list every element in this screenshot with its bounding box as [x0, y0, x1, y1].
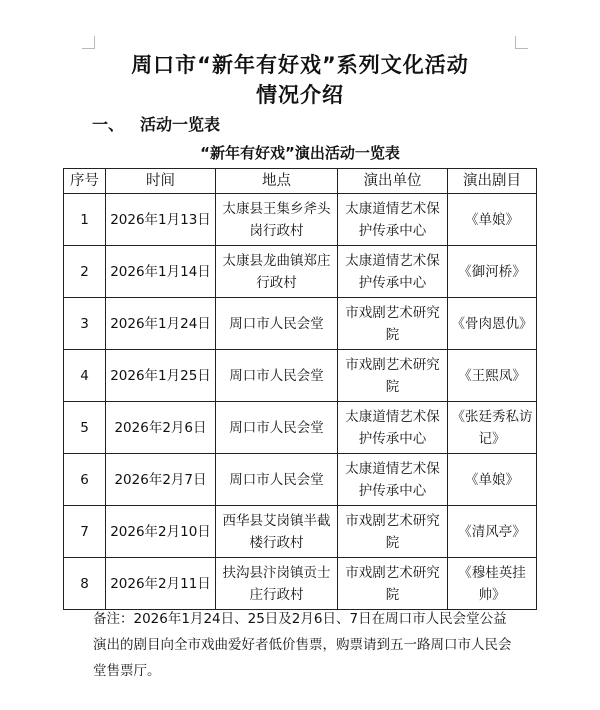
cell-date: 2026年2月6日 — [106, 402, 216, 454]
cell-date: 2026年1月24日 — [106, 298, 216, 350]
table-header-row — [64, 169, 537, 194]
cell-play: 《清风亭》 — [448, 506, 537, 558]
cell-place: 周口市人民会堂 — [216, 454, 338, 506]
table-row — [64, 558, 537, 610]
cell-play: 《御河桥》 — [448, 246, 537, 298]
document-title — [0, 50, 600, 110]
title-line-2: 情况介绍 — [256, 83, 344, 107]
page-corner-mark-right — [515, 36, 528, 49]
cell-no: 8 — [64, 558, 106, 610]
cell-place: 太康县王集乡斧头岗行政村 — [216, 194, 338, 246]
page-corner-mark-left — [82, 36, 95, 49]
cell-place: 太康县龙曲镇郑庄行政村 — [216, 246, 338, 298]
cell-play: 《单娘》 — [448, 454, 537, 506]
cell-no: 4 — [64, 350, 106, 402]
section-title: 活动一览表 — [140, 115, 221, 134]
header-cell-troupe: 演出单位 — [338, 169, 448, 194]
cell-no: 3 — [64, 298, 106, 350]
cell-play: 《王熙凤》 — [448, 350, 537, 402]
table-row — [64, 402, 537, 454]
cell-play: 《张廷秀私访记》 — [448, 402, 537, 454]
cell-date: 2026年1月14日 — [106, 246, 216, 298]
cell-date: 2026年1月13日 — [106, 194, 216, 246]
cell-play: 《穆桂英挂帅》 — [448, 558, 537, 610]
header-cell-no: 序号 — [64, 169, 106, 194]
section-heading — [92, 114, 220, 136]
cell-no: 7 — [64, 506, 106, 558]
cell-no: 1 — [64, 194, 106, 246]
cell-place: 西华县艾岗镇半截楼行政村 — [216, 506, 338, 558]
cell-place: 周口市人民会堂 — [216, 350, 338, 402]
cell-no: 6 — [64, 454, 106, 506]
cell-date: 2026年2月7日 — [106, 454, 216, 506]
cell-troupe: 市戏剧艺术研究院 — [338, 558, 448, 610]
header-cell-place: 地点 — [216, 169, 338, 194]
table-row — [64, 246, 537, 298]
cell-place: 周口市人民会堂 — [216, 402, 338, 454]
table-row — [64, 350, 537, 402]
header-cell-date: 时间 — [106, 169, 216, 194]
performance-schedule-table — [63, 168, 537, 610]
cell-troupe: 太康道情艺术保护传承中心 — [338, 454, 448, 506]
table-row — [64, 194, 537, 246]
cell-no: 5 — [64, 402, 106, 454]
table-row — [64, 298, 537, 350]
cell-troupe: 市戏剧艺术研究院 — [338, 350, 448, 402]
cell-troupe: 太康道情艺术保护传承中心 — [338, 194, 448, 246]
cell-play: 《骨肉恩仇》 — [448, 298, 537, 350]
cell-no: 2 — [64, 246, 106, 298]
section-number: 一、 — [92, 115, 125, 134]
cell-place: 周口市人民会堂 — [216, 298, 338, 350]
cell-place: 扶沟县汴岗镇贡士庄行政村 — [216, 558, 338, 610]
cell-date: 2026年2月10日 — [106, 506, 216, 558]
cell-date: 2026年1月25日 — [106, 350, 216, 402]
table-caption: “新年有好戏”演出活动一览表 — [200, 144, 400, 162]
title-line-1: 周口市“新年有好戏”系列文化活动 — [131, 53, 469, 77]
cell-play: 《单娘》 — [448, 194, 537, 246]
cell-troupe: 太康道情艺术保护传承中心 — [338, 402, 448, 454]
header-cell-play: 演出剧目 — [448, 169, 537, 194]
footnote: 备注：2026年1月24日、25日及2月6日、7日在周口市人民会堂公益演出的剧目向全市戏曲爱好者低价售票，购票请到五一路周口市人民会堂售票厅。 — [93, 611, 512, 679]
cell-troupe: 太康道情艺术保护传承中心 — [338, 246, 448, 298]
cell-date: 2026年2月11日 — [106, 558, 216, 610]
table-row — [64, 454, 537, 506]
table-row — [64, 506, 537, 558]
cell-troupe: 市戏剧艺术研究院 — [338, 506, 448, 558]
cell-troupe: 市戏剧艺术研究院 — [338, 298, 448, 350]
